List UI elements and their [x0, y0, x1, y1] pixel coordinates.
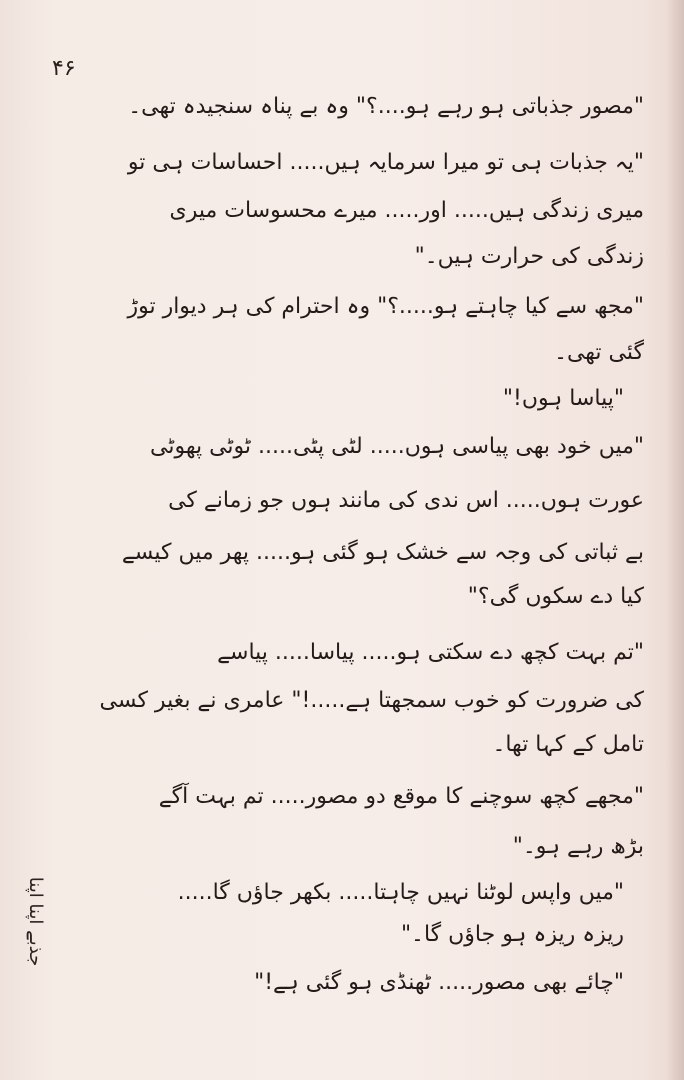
margin-note-text: جذبے اپنا اپنا: [25, 876, 47, 966]
text-line: "مجھے کچھ سوچنے کا موقع دو مصور..... تم بہت آگے: [158, 784, 644, 809]
text-line: "میں خود بھی پیاسی ہوں..... لٹی پٹی..... ٹوٹی پھوٹی: [150, 434, 644, 459]
page-body-text: [62, 82, 644, 1040]
margin-note: [6, 816, 66, 1026]
text-line: "مجھ سے کیا چاہتے ہو.....؟" وہ احترام کی ہر دیوار توڑ: [127, 294, 644, 319]
text-line: "پیاسا ہوں!": [502, 386, 624, 411]
text-line: کیا دے سکوں گی؟": [467, 584, 644, 609]
text-line: بے ثباتی کی وجہ سے خشک ہو گئی ہو..... پھر میں کیسے: [121, 540, 644, 565]
text-line: عورت ہوں..... اس ندی کی مانند ہوں جو زمانے کی: [168, 488, 644, 513]
binding-shadow: [666, 0, 684, 1080]
text-line: ریزہ ریزہ ہو جاؤں گا۔": [400, 922, 624, 947]
text-line: "تم بہت کچھ دے سکتی ہو..... پیاسا..... پیاسے: [217, 640, 644, 665]
text-line: کی ضرورت کو خوب سمجھتا ہے.....!" عامری نے بغیر کسی: [99, 688, 644, 713]
text-line: "مصور جذباتی ہو رہے ہو....؟" وہ بے پناہ سنجیدہ تھی۔: [128, 94, 644, 119]
text-line: بڑھ رہے ہو۔": [512, 834, 644, 859]
text-line: میری زندگی ہیں..... اور..... میرے محسوسات میری: [169, 198, 644, 223]
text-line: تامل کے کہا تھا۔: [492, 732, 644, 757]
text-line: "یہ جذبات ہی تو میرا سرمایہ ہیں..... احساسات ہی تو: [127, 150, 644, 175]
text-line: "میں واپس لوٹنا نہیں چاہتا..... بکھر جاؤں گا.....: [177, 880, 624, 905]
text-line: زندگی کی حرارت ہیں۔": [414, 244, 644, 269]
text-line: "چائے بھی مصور..... ٹھنڈی ہو گئی ہے!": [254, 970, 624, 995]
page-number: ۴۶: [52, 56, 76, 81]
text-line: گئی تھی۔: [554, 340, 644, 365]
